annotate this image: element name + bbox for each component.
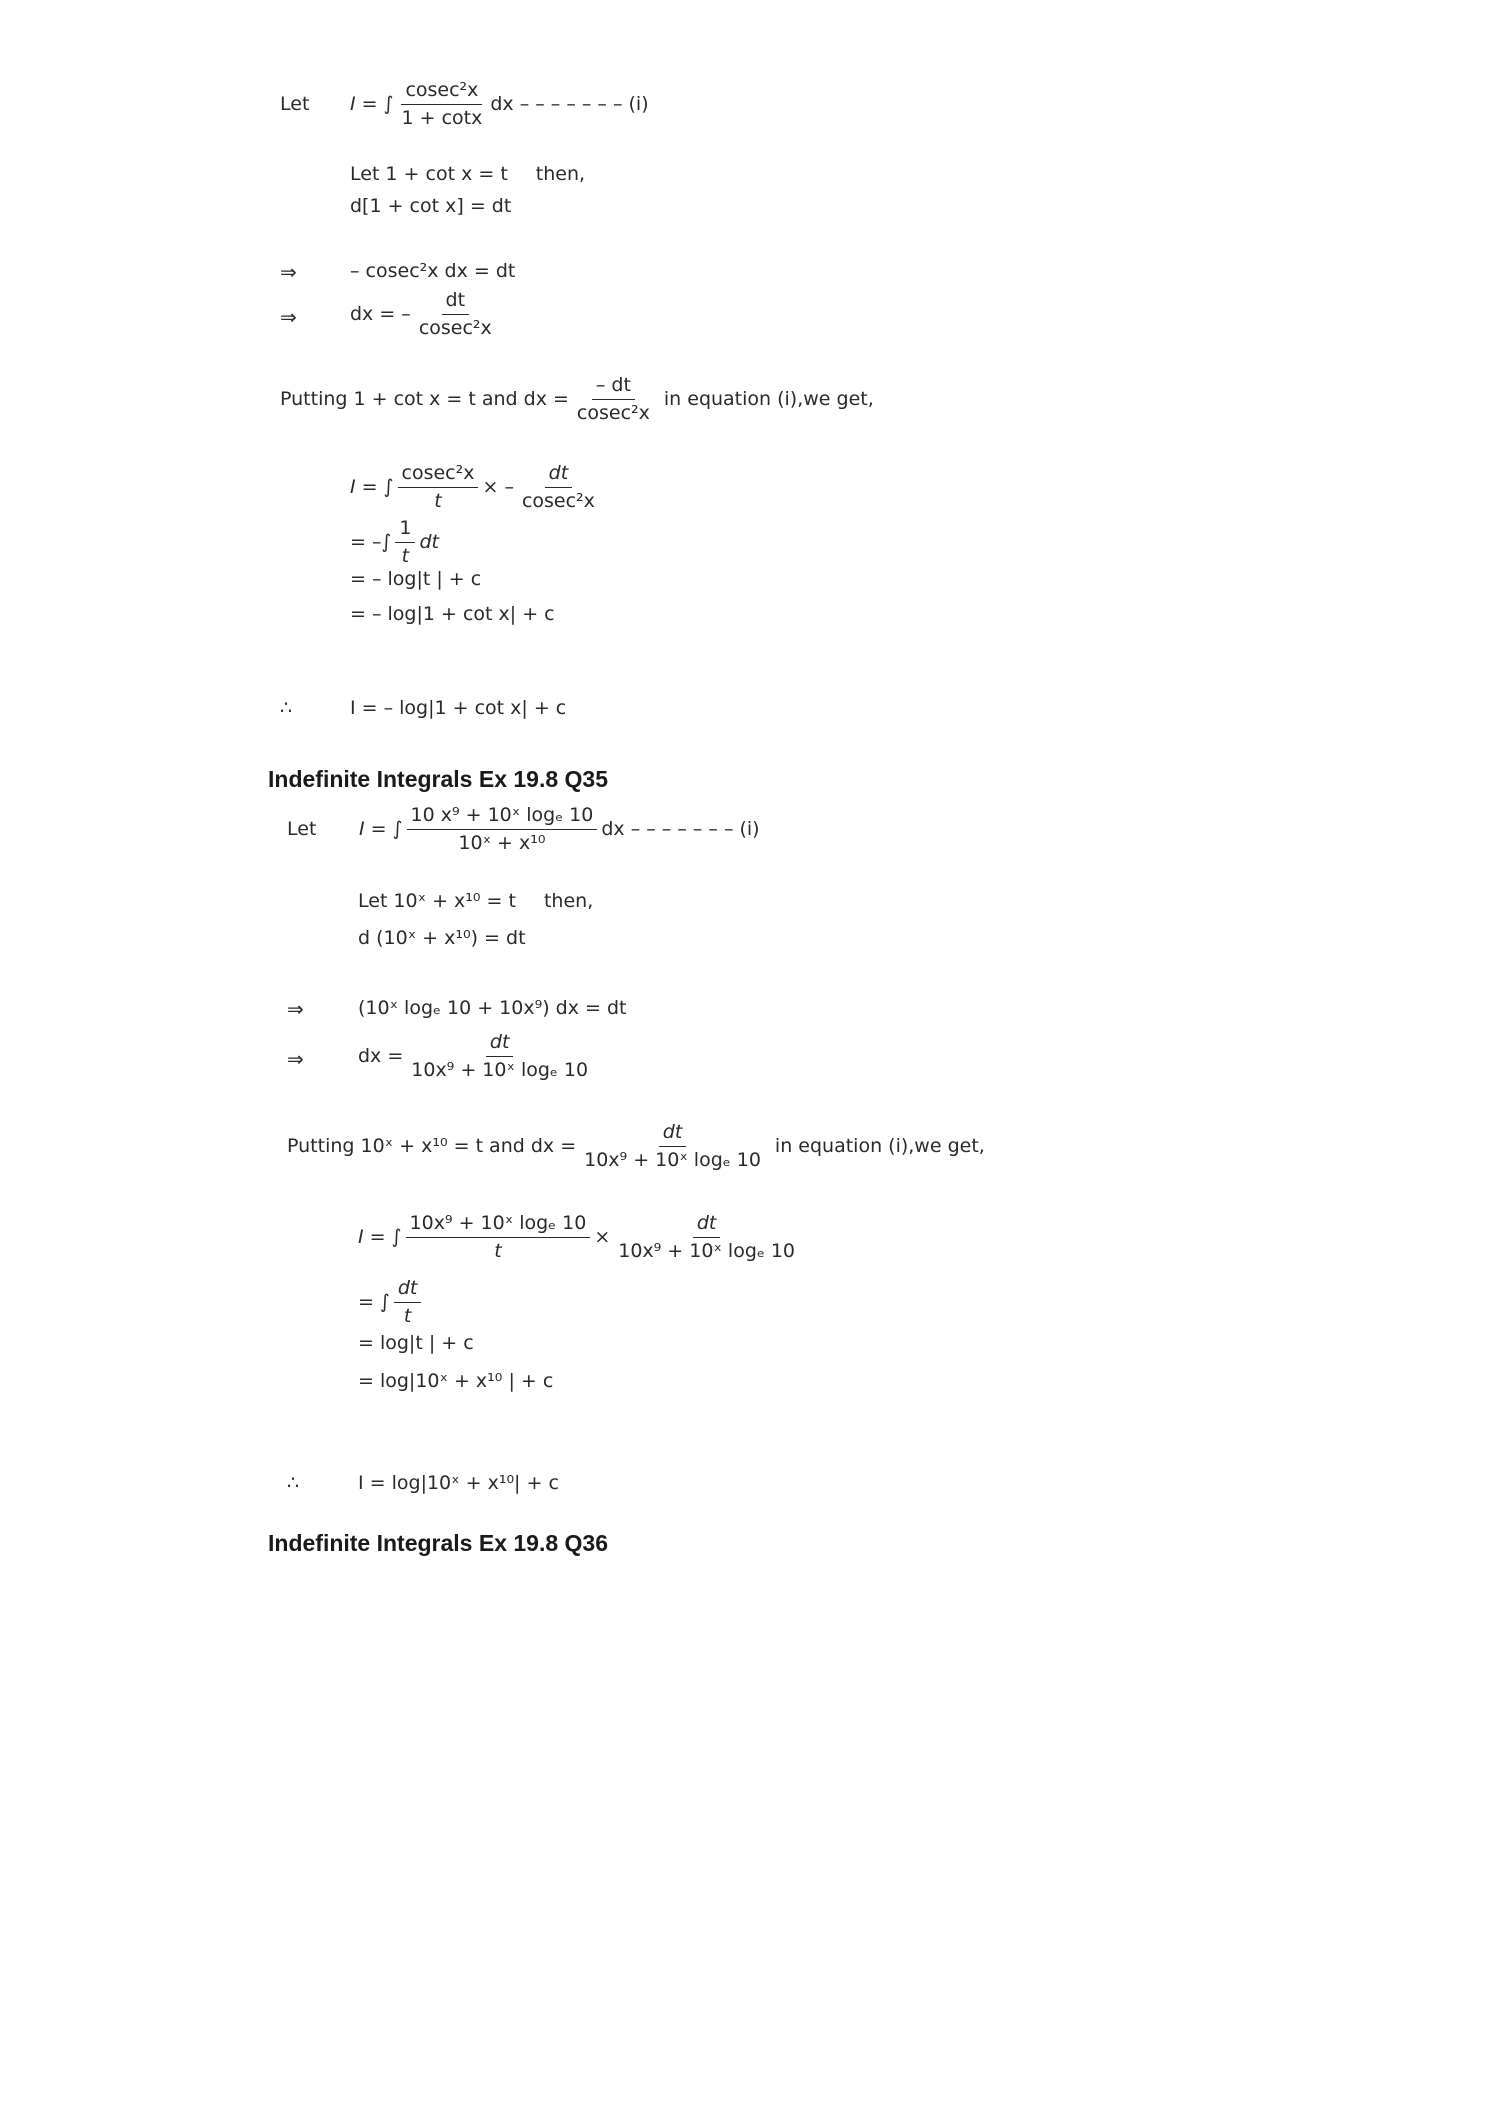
implies-arrow: ⇒ [280,260,297,284]
integral-lhs: I = ∫ [359,818,403,841]
fraction [395,518,415,567]
numerator: cosec²x [401,80,482,105]
line-suffix: dt [419,531,439,554]
putting-pre: Putting 1 + cot x = t and dx = [280,388,569,411]
therefore-symbol: ∴ [280,697,293,719]
numerator: – dt [592,375,635,400]
fraction [406,1213,591,1262]
substitution-text: Let 1 + cot x = t [350,163,508,185]
denominator: 10ˣ + x¹⁰ [458,831,546,854]
numerator: dt [394,1278,422,1303]
integral-lhs: I = ∫ [358,1226,402,1249]
substituted-integral [358,1213,803,1262]
numerator: 10 x⁹ + 10ˣ logₑ 10 [407,805,598,830]
substitution-let [350,163,585,185]
step-line-4: = – log|1 + cot x| + c [350,603,555,625]
step-line-3: = log|t | + c [358,1332,474,1354]
numerator: dt [486,1032,514,1057]
integral-lhs: I = ∫ [350,476,394,499]
numerator: dt [659,1122,687,1147]
section-heading: Indefinite Integrals Ex 19.8 Q36 [268,1530,609,1556]
times-sign: × – [482,476,514,499]
fraction [573,375,654,424]
denominator: 10x⁹ + 10ˣ logₑ 10 [618,1239,796,1262]
fraction [398,463,479,512]
fraction [407,805,598,854]
denominator: 1 + cotx [401,106,483,129]
numerator: 1 [395,518,415,543]
then-label: then, [543,890,594,912]
fraction [614,1213,799,1262]
numerator: 10x⁹ + 10ˣ logₑ 10 [406,1213,591,1238]
denominator: 10x⁹ + 10ˣ logₑ 10 [411,1058,589,1081]
step-line-3: = – log|t | + c [350,568,482,590]
denominator: cosec²x [576,401,650,424]
step-2 [350,290,500,339]
substituted-integral [350,463,603,512]
putting-post: in equation (i),we get, [663,388,874,411]
q34-equation-i [280,80,649,129]
step-2-lhs: dx = – [350,303,411,326]
numerator: dt [545,463,573,488]
step-line-2 [350,518,439,567]
let-label: Let [280,93,310,116]
let-label: Let [287,818,317,841]
section-heading: Indefinite Integrals Ex 19.8 Q35 [268,766,609,792]
putting-line [287,1122,985,1171]
equation-tail: dx – – – – – – – (i) [490,93,649,116]
numerator: dt [442,290,470,315]
numerator: cosec²x [398,463,479,488]
final-answer: I = – log|1 + cot x| + c [350,697,567,719]
fraction [398,80,487,129]
then-label: then, [535,163,586,185]
fraction [415,290,496,339]
putting-line [280,375,874,424]
line-prefix: = ∫ [358,1291,390,1314]
step-line-4: = log|10ˣ + x¹⁰ | + c [358,1370,554,1392]
putting-post: in equation (i),we get, [774,1135,985,1158]
numerator: dt [693,1213,721,1238]
integral-lhs: I = ∫ [350,93,394,116]
implies-arrow: ⇒ [287,1047,304,1071]
step-2 [358,1032,596,1081]
denominator: cosec²x [521,489,595,512]
step-1: – cosec²x dx = dt [350,260,516,282]
step-1: (10ˣ logₑ 10 + 10x⁹) dx = dt [358,997,627,1019]
line-prefix: = –∫ [350,531,392,554]
denominator: 10x⁹ + 10ˣ logₑ 10 [584,1148,761,1171]
substitution-let [358,890,593,912]
step-2-lhs: dx = [358,1045,404,1068]
denominator: t [403,1304,412,1327]
fraction [580,1122,765,1171]
denominator: t [401,544,410,567]
substitution-text: Let 10ˣ + x¹⁰ = t [358,890,516,912]
step-line-2 [358,1278,425,1327]
putting-pre: Putting 10ˣ + x¹⁰ = t and dx = [287,1135,577,1158]
therefore-symbol: ∴ [287,1472,300,1494]
differential-line: d (10ˣ + x¹⁰) = dt [358,927,526,949]
implies-arrow: ⇒ [280,305,297,329]
final-answer: I = log|10ˣ + x¹⁰| + c [358,1472,559,1494]
fraction [407,1032,592,1081]
q35-equation-i [287,805,760,854]
implies-arrow: ⇒ [287,997,304,1021]
equation-tail: dx – – – – – – – (i) [601,818,760,841]
times-sign: × [594,1226,611,1249]
denominator: t [494,1239,502,1262]
differential-line: d[1 + cot x] = dt [350,195,512,217]
denominator: t [434,489,442,512]
denominator: cosec²x [418,316,492,339]
fraction [394,1278,422,1327]
fraction [518,463,599,512]
